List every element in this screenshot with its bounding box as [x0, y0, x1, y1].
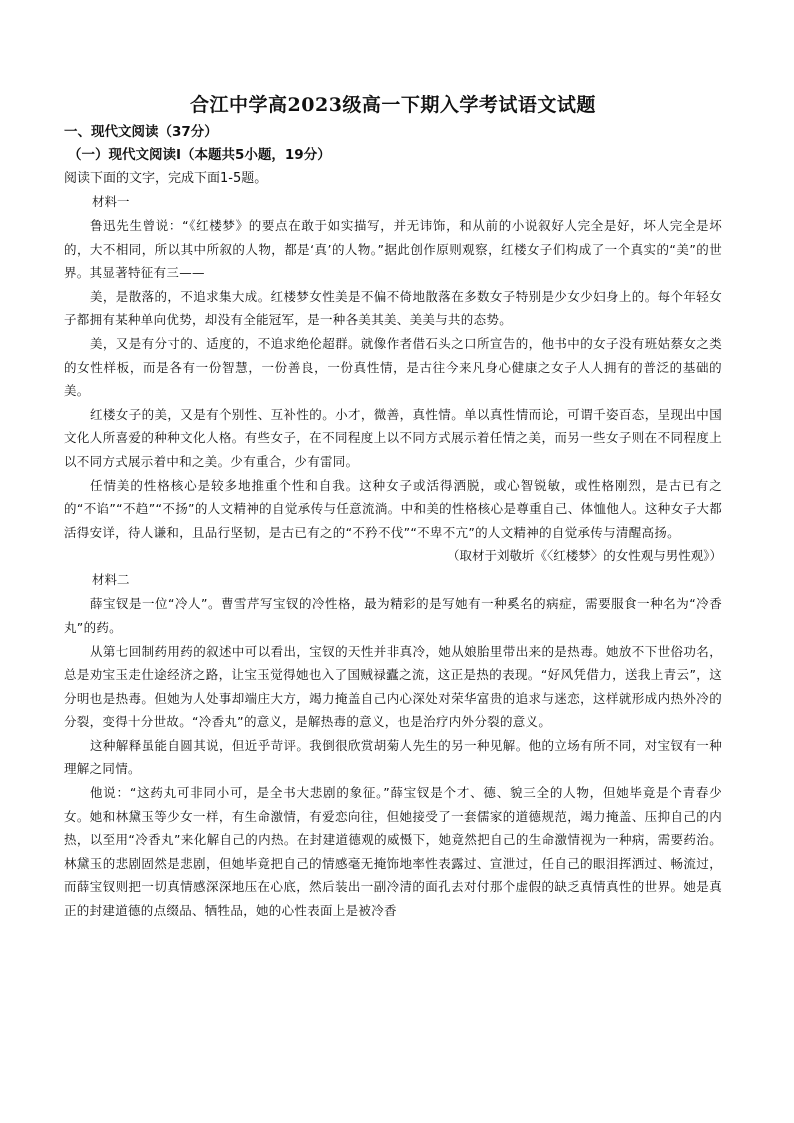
subsection-heading: （一）现代文阅读I（本题共5小题，19分）: [68, 147, 331, 163]
material-one-label: 材料一: [92, 194, 130, 209]
material-two-paragraph: 他说：“这药丸可非同小可，是全书大悲剧的象征。”薛宝钗是个才、德、貌三全的人物，但她毕竟是个青春少女。她和林黛玉等少女一样，有生命激情，有爱恋向往，但她接受了一套儒家的道德规范，竭力掩盖、压抑自己的内热，以至用“冷香丸”来化解自己的内热。在封建道德观的威慑下，她竟然把自己的生命激情视为一种病，需要药治。林黛玉的悲剧固然是悲剧，但她毕竟把自己的情感毫无掩饰地率性表露过、宣泄过，任自己的眼泪挥洒过、畅流过，而薛宝钗则把一切真情感深深地压在心底，然后装出一副冷清的面孔去对付那个虚假的缺乏真情真性的世界。她是真正的封建道德的点缀品、牺牲品，她的心性表面上是被冷香: [64, 785, 722, 919]
material-one-paragraph: 美，是散落的，不追求集大成。红楼梦女性美是不偏不倚地散落在多数女子特别是少女少妇身上的。每个年轻女子都拥有某种单向优势，却没有全能冠军，是一种各美其美、美美与共的态势。: [64, 288, 722, 328]
material-one-paragraph: 红楼女子的美，又是有个别性、互补性的。小才，微善，真性情。单以真性情而论，可谓千姿百态，呈现出中国文化人所喜爱的种种文化人格。有些女子，在不同程度上以不同方式展示着任情之美，而另一些女子则在不同程度上以不同方式展示着中和之美。少有重合，少有雷同。: [64, 406, 722, 469]
reading-instruction: 阅读下面的文字，完成下面1-5题。: [64, 171, 268, 186]
section-heading: 一、现代文阅读（37分）: [64, 124, 218, 140]
material-two-label: 材料二: [92, 572, 130, 588]
material-one-paragraph: 鲁迅先生曾说：“《红楼梦》的要点在敢于如实描写，并无讳饰，和从前的小说叙好人完全是好，坏人完全是坏的，大不相同，所以其中所叙的人物，都是‘真’的人物。”据此创作原则观察，红楼女子们构成了一个真实的“美”的世界。其显著特征有三——: [64, 218, 722, 281]
material-one-paragraph: 美，又是有分寸的、适度的，不追求绝伦超群。就像作者借石头之口所宣告的，他书中的女子没有班姑蔡女之类的女性样板，而是各有一份智慧，一份善良，一份真性情，是古往今来凡身心健康之女子人人拥有的普泛的基础的美。: [64, 335, 722, 399]
material-two-paragraph: 薛宝钗是一位“冷人”。曹雪芹写宝钗的冷性格，最为精彩的是写她有一种奚名的病症，需要服食一种名为“冷香丸”的药。: [64, 596, 722, 635]
material-two-paragraph: 从第七回制药用药的叙述中可以看出，宝钗的天性并非真冷，她从娘胎里带出来的是热毒。她放不下世俗功名，总是劝宝玉走仕途经济之路，让宝玉觉得她也入了国贼禄蠹之流，这正是热的表现。“好风凭借力，送我上青云”，这分明也是热毒。但她为人处事却端庄大方，竭力掩盖自己内心深处对荣华富贵的追求与迷恋，这样就形成内热外冷的分裂，变得十分世故。“冷香丸”的意义，是解热毒的意义，也是治疗内外分裂的意义。: [64, 643, 722, 730]
exam-title: 合江中学高2023级高一下期入学考试语文试题: [190, 94, 596, 116]
material-one-source: （取材于刘敬圻《〈红楼梦〉的女性观与男性观》）: [446, 548, 722, 564]
material-two-paragraph: 这种解释虽能自圆其说，但近乎苛评。我倒很欣赏胡菊人先生的另一种见解。他的立场有所不同，对宝钗有一种理解之同情。: [64, 737, 722, 777]
material-one-paragraph: 任情美的性格核心是较多地推重个性和自我。这种女子或活得洒脱，或心智锐敏，或性格刚烈，是古已有之的“不谄”“不趋”“不扬”的人文精神的自觉承传与任意流淌。中和美的性格核心是尊重自己、体恤他人。这种女子大都活得安详，待人谦和，且品行坚韧，是古已有之的“不矜不伐”“不卑不亢”的人文精神的自觉承传与清醒高扬。: [64, 477, 722, 540]
